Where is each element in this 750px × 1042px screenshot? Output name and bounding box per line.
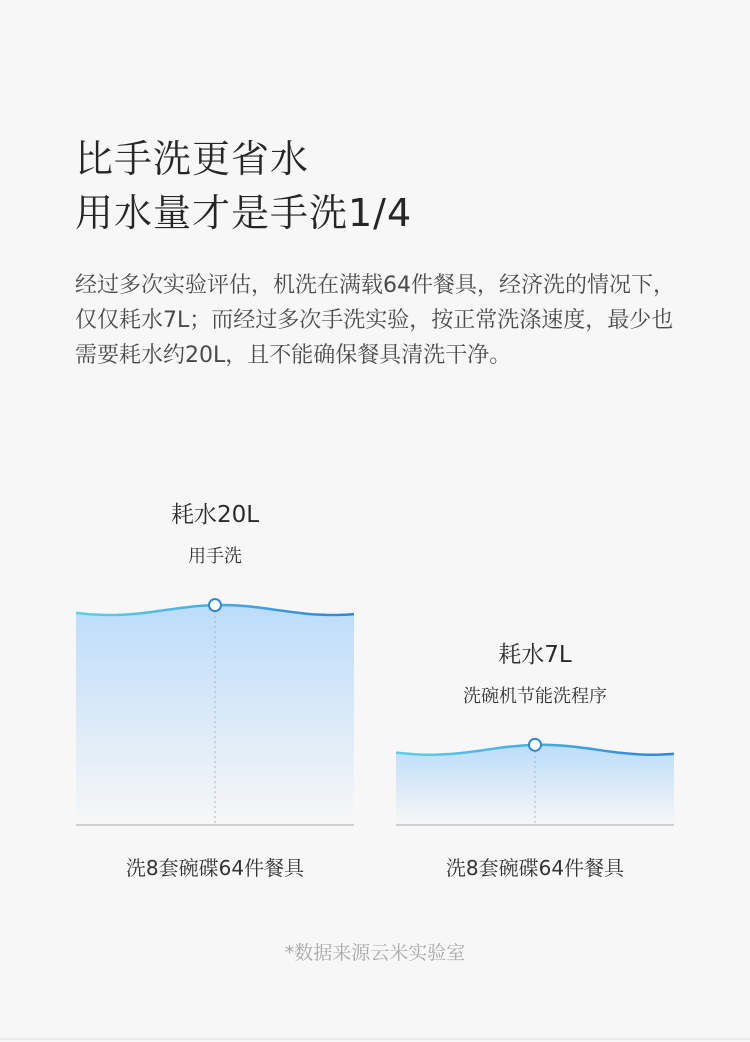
data-source-footnote: *数据来源云米实验室 <box>284 942 466 964</box>
value-label: 耗水20L <box>170 502 260 528</box>
series-label: 用手洗 <box>188 546 242 567</box>
category-label: 洗8套碗碟64件餐具 <box>445 856 625 880</box>
value-marker <box>529 739 541 751</box>
bottom-divider <box>0 1038 750 1040</box>
category-label: 洗8套碗碟64件餐具 <box>125 856 305 880</box>
description-text: 经过多次实验评估，机洗在满载64件餐具，经济洗的情况下，仅仅耗水7L；而经过多次手洗实验，按正常洗涤速度，最少也需要耗水约20L，且不能确保餐具清洗干净。 <box>75 273 675 368</box>
value-label: 耗水7L <box>498 641 572 668</box>
headline-line-2: 用水量才是手洗1/4 <box>75 191 413 235</box>
headline-line-1: 比手洗更省水 <box>75 137 310 181</box>
water-usage-chart <box>0 480 750 890</box>
series-label: 洗碗机节能洗程序 <box>463 685 607 707</box>
value-marker <box>209 599 221 611</box>
headline <box>75 132 412 240</box>
